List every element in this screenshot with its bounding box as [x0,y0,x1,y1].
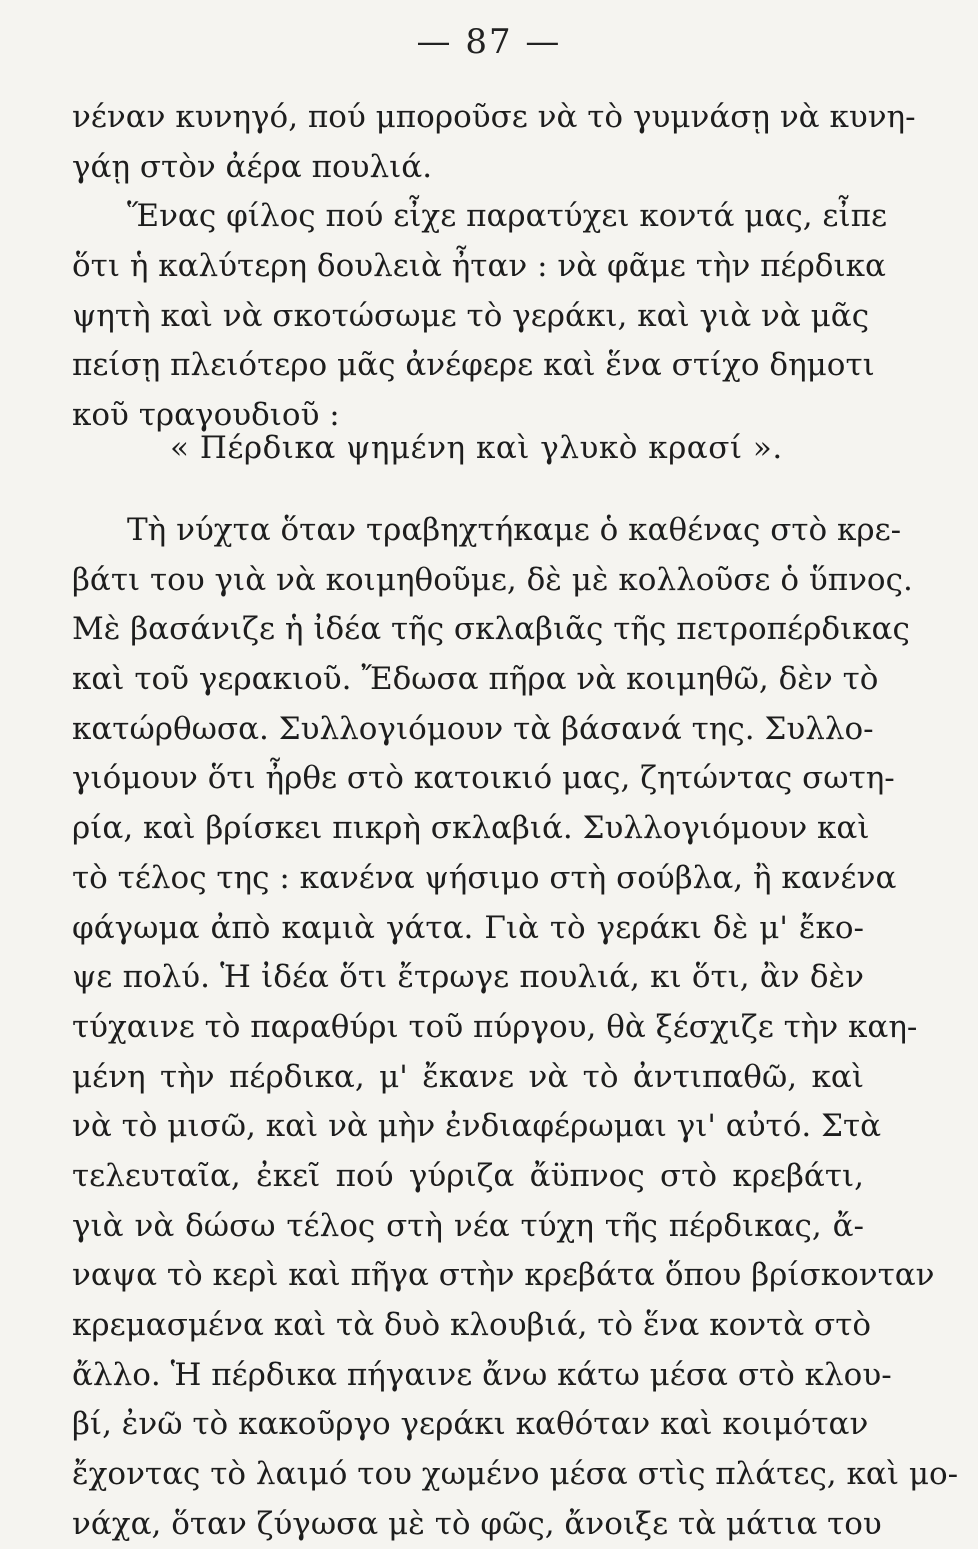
text-line: τύχαινε τὸ παραθύρι τοῦ πύργου, θὰ ξέσχιζε τὴν καη- [72,1008,918,1045]
text-line: γιόμουν ὅτι ἦρθε στὸ κατοικιό μας, ζητώντας σωτη- [72,760,895,797]
text-line: φάγωμα ἀπὸ καμιὰ γάτα. Γιὰ τὸ γεράκι δὲ μ' ἔκο- [72,909,864,946]
text-line: κρεμασμένα καὶ τὰ δυὸ κλουβιά, τὸ ἕνα κοντὰ στὸ [72,1307,872,1343]
text-line: ἄλλο. Ἡ πέρδικα πήγαινε ἄνω κάτω μέσα στὸ κλου- [72,1356,892,1393]
text-line: ψητὴ καὶ νὰ σκοτώσωμε τὸ γεράκι, καὶ γιὰ νὰ μᾶς [72,297,870,334]
text-line: ἔχοντας τὸ λαιμό του χωμένο μέσα στὶς πλάτες, καὶ μο- [72,1456,959,1493]
text-line: ναψα τὸ κερὶ καὶ πῆγα στὴν κρεβάτα ὅπου βρίσκονταν [72,1257,935,1294]
text-line: ψε πολύ. Ἡ ἰδέα ὅτι ἔτρωγε πουλιά, κι ὅτι, ἂν δὲν [72,959,864,996]
text-line: τὸ τέλος της : κανένα ψήσιμο στὴ σούβλα, ἢ κανένα [72,859,897,896]
text-line: τελευταῖα, ἐκεῖ πού γύριζα ἄϋπνος στὸ κρεβάτι, [72,1157,864,1194]
text-line: βάτι του γιὰ νὰ κοιμηθοῦμε, δὲ μὲ κολλοῦσε ὁ ὕπνος. [72,561,913,598]
text-line: Τὴ νύχτα ὅταν τραβηχτήκαμε ὁ καθένας στὸ κρε- [127,512,902,548]
text-line: Ἕνας φίλος πού εἶχε παρατύχει κοντά μας, εἶπε [127,198,888,235]
text-line: νέναν κυνηγό, πού μποροῦσε νὰ τὸ γυμνάσῃ νὰ κυνη- [72,99,916,135]
text-line: νάχα, ὅταν ζύγωσα μὲ τὸ φῶς, ἄνοιξε τὰ μάτια του [72,1505,882,1542]
text-line: μένη τὴν πέρδικα, μ' ἔκανε νὰ τὸ ἀντιπαθῶ, καὶ [72,1058,864,1095]
text-line: νὰ τὸ μισῶ, καὶ νὰ μὴν ἐνδιαφέρωμαι γι' αὐτό. Στὰ [72,1108,882,1145]
text-line: πείσῃ πλειότερο μᾶς ἀνέφερε καὶ ἕνα στίχο δημοτι [72,347,875,384]
text-line: κατώρθωσα. Συλλογιόμουν τὰ βάσανά της. Συλλο- [72,710,874,747]
page-number: — 87 — [416,22,562,62]
verse-quote: « Πέρδικα ψημένη καὶ γλυκὸ κρασί ». [170,430,783,466]
text-line: βί, ἐνῶ τὸ κακοῦργο γεράκι καθόταν καὶ κοιμόταν [72,1406,869,1443]
text-line: γάῃ στὸν ἀέρα πουλιά. [72,148,433,185]
text-line: ὅτι ἡ καλύτερη δουλειὰ ἦταν : νὰ φᾶμε τὴν πέρδικα [72,248,886,285]
text-line: ρία, καὶ βρίσκει πικρὴ σκλαβιά. Συλλογιόμουν καὶ [72,810,870,847]
text-line: Μὲ βασάνιζε ἡ ἰδέα τῆς σκλαβιᾶς τῆς πετροπέρδικας [72,611,910,648]
text-line: κοῦ τραγουδιοῦ : [72,397,340,434]
text-line: γιὰ νὰ δώσω τέλος στὴ νέα τύχη τῆς πέρδικας, ἄ- [72,1207,864,1244]
lower-text-block [72,506,959,1549]
text-line: καὶ τοῦ γερακιοῦ. Ἔδωσα πῆρα νὰ κοιμηθῶ, δὲν τὸ [72,661,879,698]
upper-text-block [72,93,916,441]
